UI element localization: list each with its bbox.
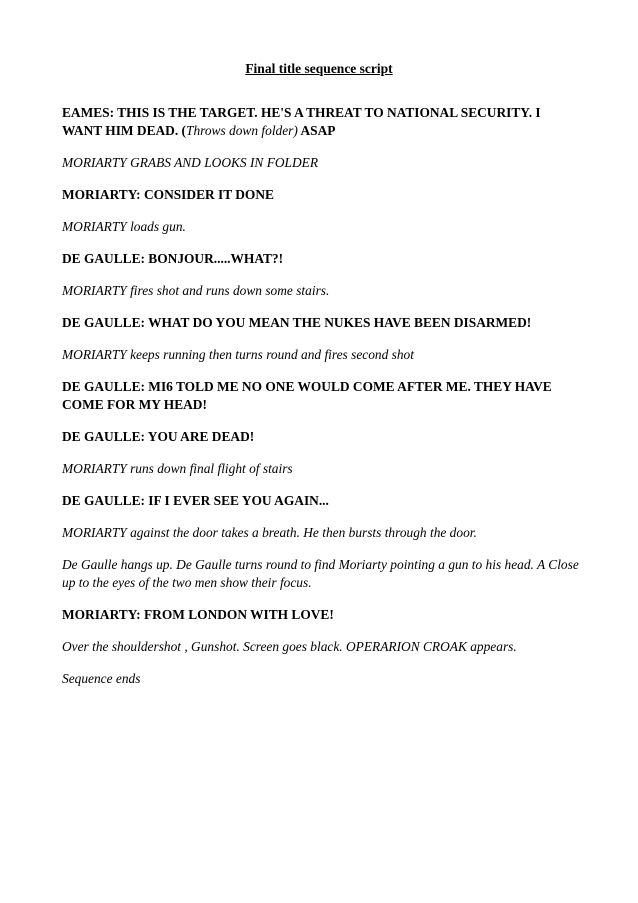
dialogue-line: DE GAULLE: BONJOUR.....WHAT?! [62, 251, 284, 266]
dialogue-line-eames [62, 104, 582, 140]
dialogue-line: MORIARTY: FROM LONDON WITH LOVE! [62, 607, 334, 622]
dialogue-text: EAMES: THIS IS THE TARGET. HE'S A THREAT TO NATIONAL SECURITY. I WANT HIM DEAD. ( [62, 105, 541, 138]
dialogue-text: ASAP [297, 123, 336, 138]
action-line: MORIARTY fires shot and runs down some stairs. [62, 283, 330, 298]
dialogue-line: DE GAULLE: WHAT DO YOU MEAN THE NUKES HAVE BEEN DISARMED! [62, 315, 532, 330]
action-line: MORIARTY runs down final flight of stairs [62, 461, 293, 476]
action-line: MORIARTY GRABS AND LOOKS IN FOLDER [62, 155, 319, 170]
document-title: Final title sequence script [245, 61, 393, 76]
dialogue-line: DE GAULLE: IF I EVER SEE YOU AGAIN... [62, 493, 329, 508]
script-body [62, 104, 582, 702]
dialogue-line: DE GAULLE: MI6 TOLD ME NO ONE WOULD COME AFTER ME. THEY HAVE COME FOR MY HEAD! [62, 379, 552, 412]
dialogue-line: DE GAULLE: YOU ARE DEAD! [62, 429, 255, 444]
action-line: MORIARTY against the door takes a breath. He then bursts through the door. [62, 525, 477, 540]
action-line: Sequence ends [62, 671, 141, 686]
action-line: De Gaulle hangs up. De Gaulle turns round to find Moriarty pointing a gun to his head. A Close up to the eyes of the two men show their focus. [62, 557, 579, 590]
dialogue-line: MORIARTY: CONSIDER IT DONE [62, 187, 274, 202]
inline-stage-direction: Throws down folder) [186, 123, 298, 138]
action-line: Over the shouldershot , Gunshot. Screen goes black. OPERARION CROAK appears. [62, 639, 517, 654]
action-line: MORIARTY loads gun. [62, 219, 186, 234]
action-line: MORIARTY keeps running then turns round and fires second shot [62, 347, 414, 362]
